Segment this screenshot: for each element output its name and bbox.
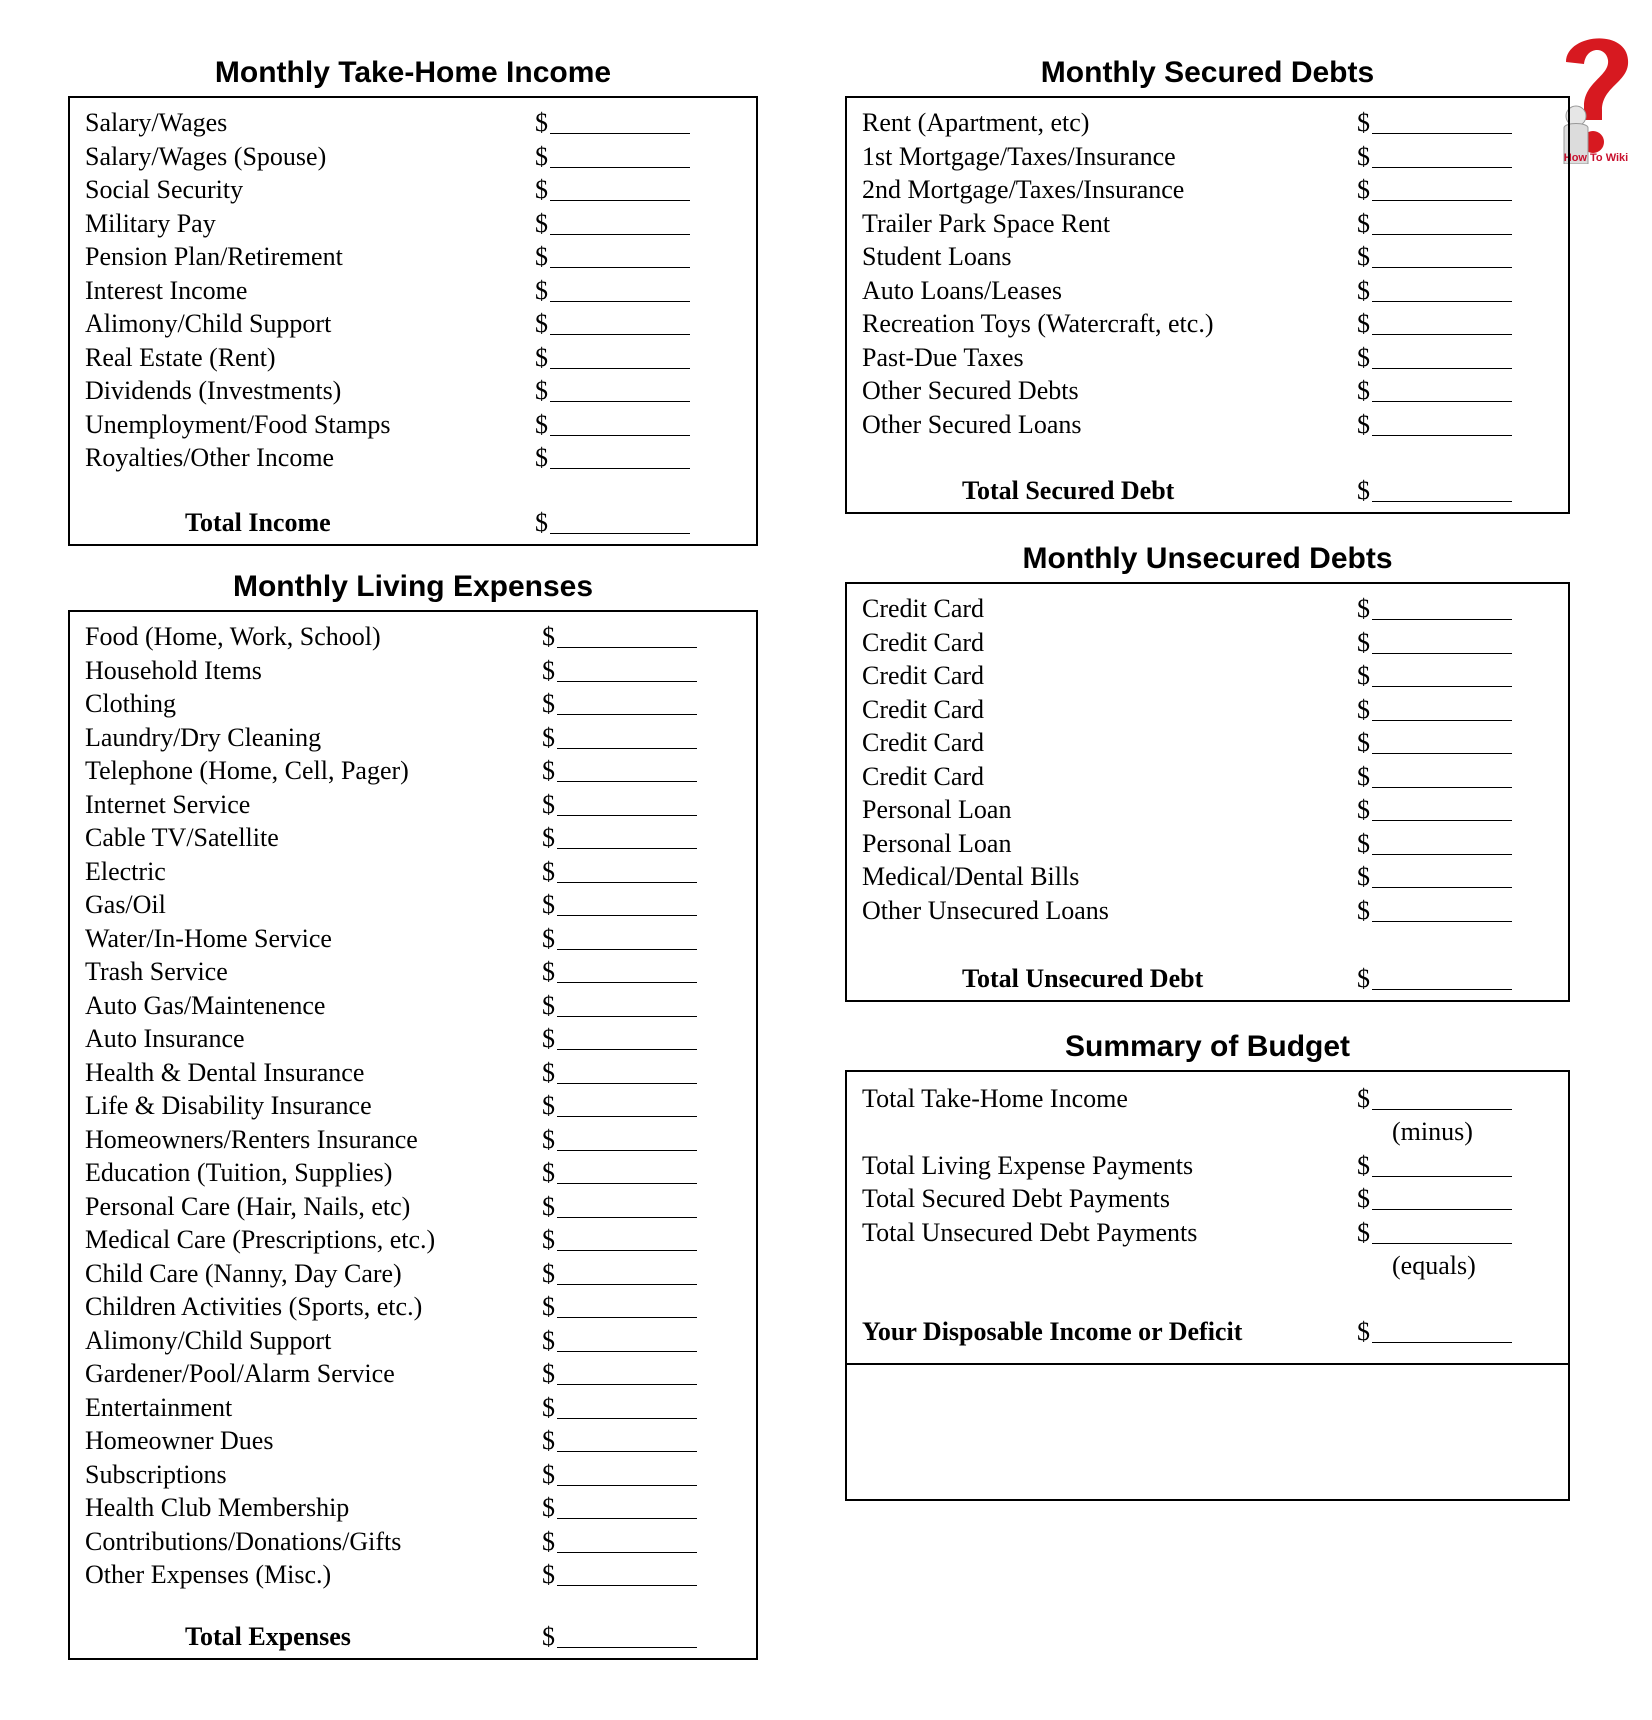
expenses-row	[70, 1393, 756, 1426]
amount-blank[interactable]	[1372, 1109, 1512, 1110]
currency-symbol: $	[542, 1158, 555, 1187]
expenses-item-label: Gas/Oil	[85, 890, 166, 919]
summary-result-row	[847, 1317, 1568, 1350]
currency-symbol: $	[542, 756, 555, 785]
currency-symbol: $	[542, 1426, 555, 1455]
currency-symbol: $	[535, 141, 548, 171]
currency-symbol: $	[535, 508, 548, 537]
currency-symbol: $	[535, 443, 548, 472]
amount-blank[interactable]	[1372, 267, 1512, 268]
amount-blank[interactable]	[557, 1552, 697, 1553]
expenses-row	[70, 1192, 756, 1225]
amount-blank[interactable]	[550, 533, 690, 534]
unsecured-row	[847, 762, 1568, 795]
currency-symbol: $	[542, 923, 555, 953]
amount-blank[interactable]	[557, 1284, 697, 1285]
expenses-row	[70, 790, 756, 823]
amount-blank[interactable]	[557, 748, 697, 749]
amount-blank[interactable]	[550, 133, 690, 134]
expenses-row	[70, 823, 756, 856]
currency-symbol: $	[1357, 795, 1370, 824]
unsecured-row	[847, 594, 1568, 627]
amount-blank[interactable]	[557, 714, 697, 715]
expenses-item-label: Gardener/Pool/Alarm Service	[85, 1359, 395, 1388]
expenses-row	[70, 1125, 756, 1158]
amount-blank[interactable]	[1372, 653, 1512, 654]
amount-blank[interactable]	[1372, 1209, 1512, 1210]
income-row	[70, 209, 756, 242]
unsecured-item-label: Credit Card	[862, 661, 985, 690]
unsecured-item-label: Credit Card	[862, 761, 985, 791]
secured-row	[847, 276, 1568, 309]
unsecured-heading: Monthly Unsecured Debts	[1022, 542, 1393, 575]
secured-item-label: 1st Mortgage/Taxes/Insurance	[862, 141, 1176, 171]
secured-row	[847, 209, 1568, 242]
income-item-label: Dividends (Investments)	[85, 376, 342, 405]
amount-blank[interactable]	[557, 1016, 697, 1017]
amount-blank[interactable]	[550, 200, 690, 201]
unsecured-row	[847, 661, 1568, 694]
expenses-row	[70, 1460, 756, 1493]
amount-blank[interactable]	[557, 1083, 697, 1084]
amount-blank[interactable]	[1372, 820, 1512, 821]
currency-symbol: $	[542, 1622, 555, 1651]
expenses-item-label: Subscriptions	[85, 1459, 227, 1489]
amount-blank[interactable]	[1372, 133, 1512, 134]
unsecured-item-label: Personal Loan	[862, 828, 1012, 858]
income-row	[70, 443, 756, 476]
currency-symbol: $	[542, 1560, 555, 1589]
expenses-item-label: Cable TV/Satellite	[85, 823, 279, 852]
currency-symbol: $	[542, 1392, 555, 1422]
amount-blank[interactable]	[1372, 435, 1512, 436]
currency-symbol: $	[1357, 409, 1370, 439]
secured-total-label: Total Secured Debt	[962, 476, 1175, 505]
secured-item-label: Trailer Park Space Rent	[862, 208, 1111, 238]
amount-blank[interactable]	[550, 301, 690, 302]
amount-blank[interactable]	[557, 1183, 697, 1184]
income-row	[70, 242, 756, 275]
expenses-heading: Monthly Living Expenses	[232, 570, 594, 603]
currency-symbol: $	[542, 1225, 555, 1254]
amount-blank[interactable]	[550, 267, 690, 268]
expenses-section	[68, 610, 758, 1660]
income-item-label: Interest Income	[85, 275, 248, 305]
amount-blank[interactable]	[557, 1116, 697, 1117]
secured-row	[847, 242, 1568, 275]
expenses-item-label: Food (Home, Work, School)	[85, 622, 381, 651]
amount-blank[interactable]	[557, 1250, 697, 1251]
expenses-item-label: Auto Gas/Maintenence	[85, 990, 326, 1020]
expenses-row	[70, 1560, 756, 1593]
expenses-item-label: Health & Dental Insurance	[85, 1057, 365, 1087]
currency-symbol: $	[1357, 1084, 1370, 1113]
currency-symbol: $	[542, 1258, 555, 1288]
amount-blank[interactable]	[1372, 501, 1512, 502]
summary-secured-label: Total Secured Debt Payments	[862, 1184, 1170, 1213]
notes-box[interactable]	[845, 1363, 1570, 1501]
currency-symbol: $	[542, 655, 555, 685]
amount-blank[interactable]	[1372, 368, 1512, 369]
unsecured-item-label: Personal Loan	[862, 795, 1012, 824]
amount-blank[interactable]	[1372, 753, 1512, 754]
amount-blank[interactable]	[557, 681, 697, 682]
income-section	[68, 96, 758, 546]
logo-text: How To Wiki	[1563, 152, 1629, 164]
summary-secured-row	[847, 1184, 1568, 1217]
summary-unsecured-row	[847, 1218, 1568, 1251]
expenses-total-row	[70, 1622, 756, 1655]
amount-blank[interactable]	[550, 167, 690, 168]
expenses-total-label: Total Expenses	[185, 1622, 351, 1651]
currency-symbol: $	[1357, 208, 1370, 238]
currency-symbol: $	[542, 1292, 555, 1321]
currency-symbol: $	[542, 1493, 555, 1522]
currency-symbol: $	[542, 823, 555, 852]
expenses-item-label: Health Club Membership	[85, 1493, 350, 1522]
expenses-item-label: Homeowners/Renters Insurance	[85, 1124, 418, 1154]
expenses-row	[70, 1359, 756, 1392]
expenses-item-label: Homeowner Dues	[85, 1426, 274, 1455]
currency-symbol: $	[1357, 1317, 1370, 1346]
amount-blank[interactable]	[557, 1384, 697, 1385]
income-row	[70, 276, 756, 309]
currency-symbol: $	[542, 1526, 555, 1556]
currency-symbol: $	[535, 309, 548, 338]
unsecured-item-label: Credit Card	[862, 594, 985, 623]
secured-row	[847, 175, 1568, 208]
expenses-row	[70, 622, 756, 655]
amount-blank[interactable]	[1372, 167, 1512, 168]
currency-symbol: $	[1357, 1184, 1370, 1213]
income-item-label: Military Pay	[85, 208, 216, 238]
amount-blank[interactable]	[550, 468, 690, 469]
amount-blank[interactable]	[1372, 1243, 1512, 1244]
amount-blank[interactable]	[557, 1418, 697, 1419]
currency-symbol: $	[1357, 1218, 1370, 1247]
currency-symbol: $	[542, 1057, 555, 1087]
secured-item-label: Past-Due Taxes	[862, 342, 1024, 372]
expenses-row	[70, 756, 756, 789]
expenses-row	[70, 1091, 756, 1124]
expenses-item-label: Children Activities (Sports, etc.)	[85, 1292, 423, 1321]
currency-symbol: $	[542, 856, 555, 886]
expenses-item-label: Other Expenses (Misc.)	[85, 1560, 332, 1589]
secured-row	[847, 376, 1568, 409]
amount-blank[interactable]	[557, 1317, 697, 1318]
amount-blank[interactable]	[557, 982, 697, 983]
expenses-row	[70, 656, 756, 689]
expenses-row	[70, 924, 756, 957]
expenses-row	[70, 1024, 756, 1057]
amount-blank[interactable]	[1372, 619, 1512, 620]
currency-symbol: $	[542, 1024, 555, 1053]
secured-row	[847, 309, 1568, 342]
summary-unsecured-label: Total Unsecured Debt Payments	[862, 1218, 1198, 1247]
amount-blank[interactable]	[557, 1518, 697, 1519]
unsecured-total-row	[847, 964, 1568, 997]
currency-symbol: $	[1357, 242, 1370, 271]
amount-blank[interactable]	[557, 781, 697, 782]
expenses-item-label: Clothing	[85, 689, 177, 718]
amount-blank[interactable]	[550, 435, 690, 436]
currency-symbol: $	[542, 1191, 555, 1221]
expenses-row	[70, 723, 756, 756]
currency-symbol: $	[1357, 594, 1370, 623]
expenses-item-label: Education (Tuition, Supplies)	[85, 1158, 393, 1187]
expenses-row	[70, 1292, 756, 1325]
income-row	[70, 108, 756, 141]
minus-note: (minus)	[1392, 1117, 1473, 1146]
currency-symbol: $	[542, 722, 555, 752]
summary-heading: Summary of Budget	[1064, 1030, 1351, 1063]
amount-blank[interactable]	[557, 949, 697, 950]
expenses-row	[70, 1426, 756, 1459]
income-total-row	[70, 508, 756, 541]
income-row	[70, 410, 756, 443]
currency-symbol: $	[1357, 862, 1370, 891]
currency-symbol: $	[535, 275, 548, 305]
amount-blank[interactable]	[1372, 234, 1512, 235]
currency-symbol: $	[1357, 141, 1370, 171]
amount-blank[interactable]	[557, 1485, 697, 1486]
unsecured-row	[847, 896, 1568, 929]
amount-blank[interactable]	[1372, 401, 1512, 402]
amount-blank[interactable]	[557, 1217, 697, 1218]
income-heading: Monthly Take-Home Income	[214, 56, 612, 89]
amount-blank[interactable]	[550, 334, 690, 335]
amount-blank[interactable]	[1372, 200, 1512, 201]
expenses-row	[70, 1493, 756, 1526]
expenses-row	[70, 689, 756, 722]
amount-blank[interactable]	[557, 1451, 697, 1452]
income-item-label: Social Security	[85, 175, 244, 204]
expenses-item-label: Internet Service	[85, 789, 251, 819]
equals-note: (equals)	[1392, 1251, 1476, 1280]
amount-blank[interactable]	[1372, 334, 1512, 335]
amount-blank[interactable]	[1372, 686, 1512, 687]
unsecured-row	[847, 795, 1568, 828]
amount-blank[interactable]	[1372, 787, 1512, 788]
amount-blank[interactable]	[557, 1351, 697, 1352]
currency-symbol: $	[542, 789, 555, 819]
secured-heading: Monthly Secured Debts	[1040, 56, 1375, 89]
amount-blank[interactable]	[1372, 989, 1512, 990]
secured-section	[845, 96, 1570, 514]
currency-symbol: $	[535, 242, 548, 271]
unsecured-row	[847, 862, 1568, 895]
amount-blank[interactable]	[557, 848, 697, 849]
currency-symbol: $	[1357, 1151, 1370, 1180]
currency-symbol: $	[542, 1459, 555, 1489]
currency-symbol: $	[535, 342, 548, 372]
income-row	[70, 376, 756, 409]
amount-blank[interactable]	[557, 1150, 697, 1151]
expenses-row	[70, 1158, 756, 1191]
summary-living-label: Total Living Expense Payments	[862, 1151, 1194, 1180]
currency-symbol: $	[542, 1124, 555, 1154]
unsecured-item-label: Credit Card	[862, 728, 985, 757]
expenses-item-label: Contributions/Donations/Gifts	[85, 1526, 402, 1556]
currency-symbol: $	[1357, 309, 1370, 338]
summary-result-label: Your Disposable Income or Deficit	[862, 1317, 1243, 1346]
unsecured-row	[847, 728, 1568, 761]
expenses-item-label: Water/In-Home Service	[85, 923, 332, 953]
unsecured-row	[847, 628, 1568, 661]
expenses-item-label: Life & Disability Insurance	[85, 1091, 372, 1120]
amount-blank[interactable]	[1372, 301, 1512, 302]
currency-symbol: $	[535, 409, 548, 439]
expenses-item-label: Electric	[85, 856, 166, 886]
currency-symbol: $	[542, 1325, 555, 1355]
unsecured-item-label: Credit Card	[862, 627, 985, 657]
amount-blank[interactable]	[550, 368, 690, 369]
expenses-item-label: Medical Care (Prescriptions, etc.)	[85, 1225, 436, 1254]
unsecured-item-label: Credit Card	[862, 694, 985, 724]
secured-item-label: Other Secured Loans	[862, 409, 1082, 439]
currency-symbol: $	[542, 1091, 555, 1120]
currency-symbol: $	[535, 208, 548, 238]
income-row	[70, 142, 756, 175]
income-item-label: Real Estate (Rent)	[85, 342, 276, 372]
expenses-item-label: Telephone (Home, Cell, Pager)	[85, 756, 409, 785]
secured-row	[847, 108, 1568, 141]
amount-blank[interactable]	[557, 647, 697, 648]
secured-item-label: Rent (Apartment, etc)	[862, 108, 1090, 137]
currency-symbol: $	[542, 622, 555, 651]
expenses-item-label: Personal Care (Hair, Nails, etc)	[85, 1191, 411, 1221]
secured-item-label: Recreation Toys (Watercraft, etc.)	[862, 309, 1214, 338]
currency-symbol: $	[1357, 342, 1370, 372]
summary-living-row	[847, 1151, 1568, 1184]
amount-blank[interactable]	[557, 1585, 697, 1586]
currency-symbol: $	[1357, 108, 1370, 137]
expenses-item-label: Child Care (Nanny, Day Care)	[85, 1258, 402, 1288]
expenses-row	[70, 1058, 756, 1091]
secured-row	[847, 142, 1568, 175]
secured-item-label: Student Loans	[862, 242, 1012, 271]
expenses-row	[70, 1326, 756, 1359]
currency-symbol: $	[542, 890, 555, 919]
amount-blank[interactable]	[550, 234, 690, 235]
currency-symbol: $	[1357, 376, 1370, 405]
summary-section	[845, 1070, 1570, 1365]
secured-row	[847, 343, 1568, 376]
amount-blank[interactable]	[1372, 1176, 1512, 1177]
income-item-label: Royalties/Other Income	[85, 443, 335, 472]
amount-blank[interactable]	[1372, 854, 1512, 855]
summary-take-home-label: Total Take-Home Income	[862, 1084, 1128, 1113]
expenses-row	[70, 1259, 756, 1292]
currency-symbol: $	[542, 1359, 555, 1388]
unsecured-item-label: Other Unsecured Loans	[862, 895, 1109, 925]
currency-symbol: $	[1357, 694, 1370, 724]
expenses-row	[70, 890, 756, 923]
currency-symbol: $	[535, 376, 548, 405]
currency-symbol: $	[1357, 728, 1370, 757]
currency-symbol: $	[1357, 175, 1370, 204]
expenses-row	[70, 991, 756, 1024]
expenses-item-label: Auto Insurance	[85, 1024, 245, 1053]
amount-blank[interactable]	[1372, 720, 1512, 721]
expenses-item-label: Laundry/Dry Cleaning	[85, 722, 322, 752]
currency-symbol: $	[1357, 964, 1370, 993]
currency-symbol: $	[542, 957, 555, 986]
expenses-item-label: Trash Service	[85, 957, 228, 986]
currency-symbol: $	[535, 108, 548, 137]
secured-item-label: 2nd Mortgage/Taxes/Insurance	[862, 175, 1185, 204]
income-row	[70, 343, 756, 376]
currency-symbol: $	[542, 990, 555, 1020]
amount-blank[interactable]	[557, 815, 697, 816]
income-item-label: Pension Plan/Retirement	[85, 242, 343, 271]
unsecured-row	[847, 829, 1568, 862]
amount-blank[interactable]	[557, 1647, 697, 1648]
unsecured-total-label: Total Unsecured Debt	[962, 964, 1204, 993]
secured-total-row	[847, 476, 1568, 509]
expenses-row	[70, 957, 756, 990]
expenses-row	[70, 1225, 756, 1258]
amount-blank[interactable]	[557, 882, 697, 883]
currency-symbol: $	[1357, 661, 1370, 690]
income-row	[70, 309, 756, 342]
currency-symbol: $	[1357, 828, 1370, 858]
currency-symbol: $	[1357, 627, 1370, 657]
amount-blank[interactable]	[1372, 921, 1512, 922]
expenses-row	[70, 1527, 756, 1560]
currency-symbol: $	[542, 689, 555, 718]
income-row	[70, 175, 756, 208]
secured-item-label: Auto Loans/Leases	[862, 275, 1063, 305]
income-item-label: Unemployment/Food Stamps	[85, 409, 391, 439]
unsecured-item-label: Medical/Dental Bills	[862, 862, 1080, 891]
amount-blank[interactable]	[1372, 887, 1512, 888]
expenses-row	[70, 857, 756, 890]
income-item-label: Salary/Wages (Spouse)	[85, 141, 327, 171]
expenses-item-label: Household Items	[85, 655, 262, 685]
unsecured-section	[845, 582, 1570, 1002]
expenses-item-label: Alimony/Child Support	[85, 1325, 332, 1355]
amount-blank[interactable]	[557, 1049, 697, 1050]
currency-symbol: $	[1357, 275, 1370, 305]
income-item-label: Salary/Wages	[85, 108, 228, 137]
currency-symbol: $	[1357, 476, 1370, 505]
unsecured-row	[847, 695, 1568, 728]
amount-blank[interactable]	[557, 915, 697, 916]
summary-take-home-row	[847, 1084, 1568, 1117]
amount-blank[interactable]	[550, 401, 690, 402]
secured-row	[847, 410, 1568, 443]
expenses-item-label: Entertainment	[85, 1392, 233, 1422]
amount-blank[interactable]	[1372, 1342, 1512, 1343]
income-item-label: Alimony/Child Support	[85, 309, 332, 338]
currency-symbol: $	[1357, 895, 1370, 925]
currency-symbol: $	[1357, 761, 1370, 791]
currency-symbol: $	[535, 175, 548, 204]
income-total-label: Total Income	[185, 508, 331, 537]
secured-item-label: Other Secured Debts	[862, 376, 1079, 405]
